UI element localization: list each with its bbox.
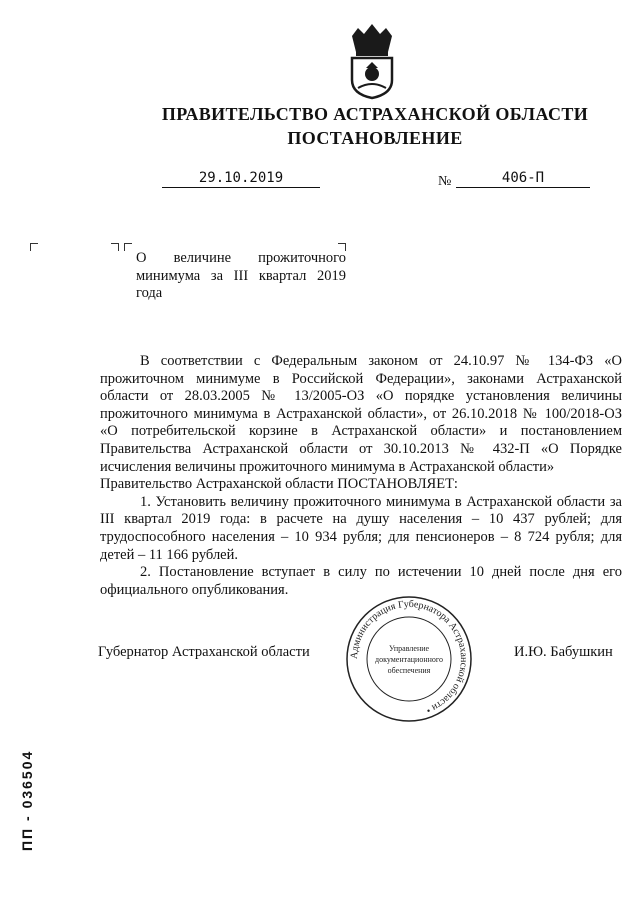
corner-mark — [124, 243, 132, 251]
svg-text:документационного: документационного — [375, 655, 443, 664]
document-date: 29.10.2019 — [162, 170, 320, 188]
organization-title: ПРАВИТЕЛЬСТВО АСТРАХАНСКОЙ ОБЛАСТИ — [161, 104, 589, 124]
signer-title: Губернатор Астраханской области — [98, 644, 310, 660]
serial-number — [16, 735, 38, 853]
coat-of-arms-icon — [346, 22, 398, 100]
svg-text:обеспечения: обеспечения — [387, 666, 431, 675]
number-label: № — [438, 174, 452, 189]
official-stamp — [344, 594, 474, 724]
corner-mark — [30, 243, 38, 251]
document-body — [100, 353, 622, 599]
preamble-paragraph: В соответствии с Федеральным законом от 24.10.97 № 134-ФЗ «О прожиточном минимуме в Российской Федерации», законами Астраханской области от 28.03.2005 № 13/2005-ОЗ «О порядке установления величины прожиточного минимума в Астраханской области», от 26.10.2018 № 100/2018-ОЗ «О потребительской корзине в Астраханской области» и постановлением Правительства Астраханской области от 30.10.2013 № 432-П «О Порядке исчисления величины прожиточного минимума в Астраханской области» — [100, 353, 622, 475]
svg-text:Администрация Губернатора Астр: Администрация Губернатора Астраханской области • — [348, 598, 470, 716]
svg-text:ПП - 036504: ПП - 036504 — [19, 749, 35, 851]
item-2-paragraph: 2. Постановление вступает в силу по истечении 10 дней после дня его официального опубликования. — [100, 564, 622, 598]
signer-name: И.Ю. Бабушкин — [514, 644, 613, 660]
document-type: ПОСТАНОВЛЕНИЕ — [287, 128, 463, 148]
corner-mark — [111, 243, 119, 251]
decree-line: Правительство Астраханской области ПОСТАНОВЛЯЕТ: — [100, 476, 458, 493]
document-subject: О величине прожиточного минимума за III квартал 2019 года — [136, 250, 346, 301]
svg-text:Управление: Управление — [388, 644, 430, 653]
item-1-paragraph: 1. Установить величину прожиточного минимума в Астраханской области за III квартал 2019 года: в расчете на душу населения – 10 437 рублей; для трудоспособного населения – 10 934 рубля; для пенсионеров – 8 724 рубля; для детей – 11 166 рублей. — [100, 493, 622, 563]
document-number: 406-П — [456, 170, 590, 188]
